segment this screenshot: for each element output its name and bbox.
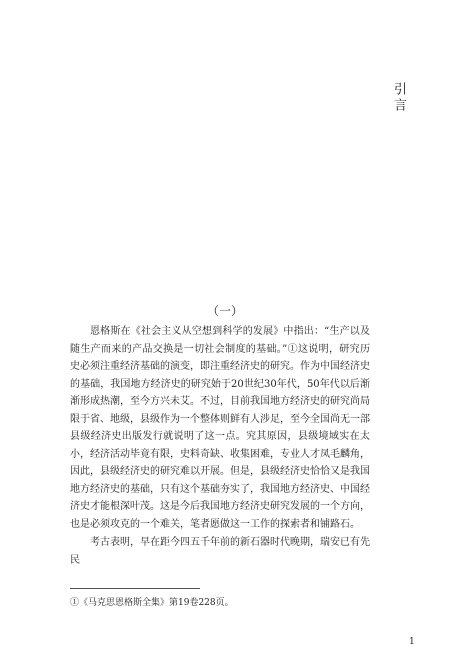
body-text [70, 323, 370, 569]
paragraph-2: 考古表明，早在距今四五千年前的新石器时代晚期，瑞安已有先民 [70, 537, 370, 566]
paragraph-1: 恩格斯在《社会主义从空想到科学的发展》中指出：“生产以及随生产而来的产品交换是一切社会制度的基础。”①这说明，研究历史必须注重经济基础的演变，即注重经济史的研究。作为中国经济史的基础，我国地方经济史的研究始于20世纪30年代，50年代以后渐渐形成热潮，至今方兴未艾。不过，目前我国地方经济史的研究尚局限于省、地级，县级作为一个整体则鲜有人涉足，至今全国尚无一部县级经济史出版发行就说明了这一点。究其原因，县级境域实在太小，经济活动毕竟有限，史料奇缺、收集困难，专业人才凤毛麟角，因此，县级经济史的研究难以开展。但是，县级经济史恰恰又是我国地方经济史的基础，只有这个基础夯实了，我国地方经济史、中国经济史才能根深叶茂。这是今后我国地方经济史研究发展的一个方向，也是必须攻克的一个难关，笔者愿做这一工作的探索者和铺路石。 [70, 326, 370, 530]
section-heading: （一） [206, 304, 243, 318]
footnote: ①《马克思恩格斯全集》第19卷228页。 [70, 598, 234, 608]
footnote-divider [70, 588, 200, 589]
page-number: 1 [409, 637, 415, 647]
chapter-title: 引言 [391, 82, 406, 114]
